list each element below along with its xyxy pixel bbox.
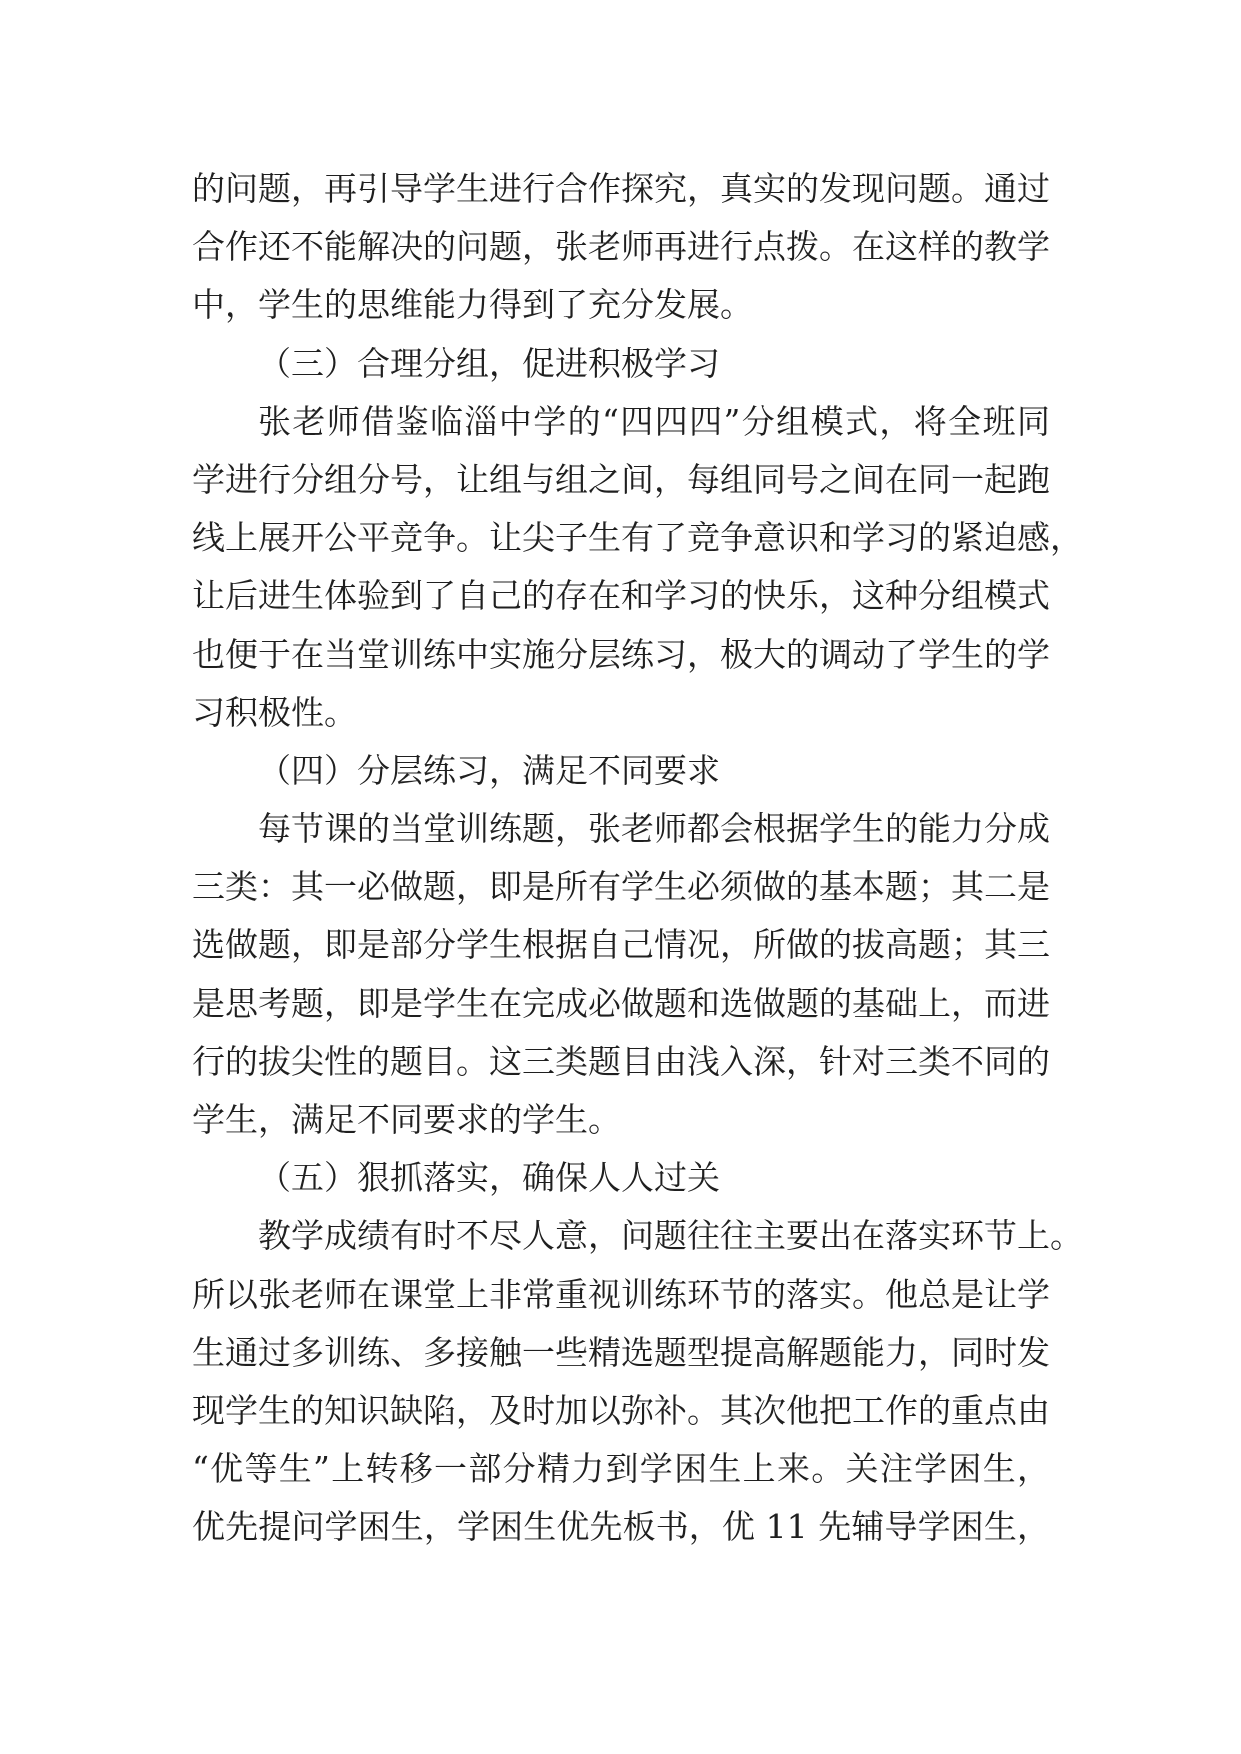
text-line: 现学生的知识缺陷，及时加以弥补。其次他把工作的重点由 bbox=[192, 1390, 1050, 1430]
paragraph-continuation bbox=[192, 160, 1050, 335]
text-line: 生通过多训练、多接触一些精选题型提高解题能力，同时发 bbox=[192, 1332, 1050, 1372]
text-line: 学生，满足不同要求的学生。 bbox=[192, 1100, 621, 1139]
text-line: 选做题，即是部分学生根据自己情况，所做的拔高题；其三 bbox=[192, 925, 1050, 965]
section-heading-4: （四）分层练习，满足不同要求 bbox=[258, 750, 720, 790]
section-heading-3: （三）合理分组，促进积极学习 bbox=[258, 343, 720, 383]
paragraph-grouping bbox=[192, 393, 1083, 742]
document-body bbox=[192, 160, 1083, 1557]
text-line: 习积极性。 bbox=[192, 692, 357, 732]
text-line: 线上展开公平竞争。让尖子生有了竞争意识和学习的紧迫感， bbox=[192, 518, 1083, 558]
text-line: 中，学生的思维能力得到了充分发展。 bbox=[192, 285, 753, 325]
text-line: 是思考题，即是学生在完成必做题和选做题的基础上，而进 bbox=[192, 983, 1050, 1023]
text-line: 也便于在当堂训练中实施分层练习，极大的调动了学生的学 bbox=[192, 634, 1050, 674]
text-line: 行的拔尖性的题目。这三类题目由浅入深，针对三类不同的 bbox=[192, 1041, 1050, 1081]
text-line: 张老师借鉴临淄中学的“四四四”分组模式，将全班同 bbox=[258, 401, 1050, 441]
text-line: “优等生”上转移一部分精力到学困生上来。关注学困生， bbox=[192, 1449, 1050, 1489]
paragraph-implementation bbox=[192, 1207, 1083, 1556]
text-line: 让后进生体验到了自己的存在和学习的快乐，这种分组模式 bbox=[192, 576, 1050, 616]
text-line: 所以张老师在课堂上非常重视训练环节的落实。他总是让学 bbox=[192, 1274, 1050, 1314]
text-line: 合作还不能解决的问题，张老师再进行点拨。在这样的教学 bbox=[192, 227, 1050, 267]
text-line: 每节课的当堂训练题，张老师都会根据学生的能力分成 bbox=[258, 809, 1050, 849]
text-line: 的问题，再引导学生进行合作探究，真实的发现问题。通过 bbox=[192, 169, 1050, 208]
text-line: 教学成绩有时不尽人意，问题往往主要出在落实环节上。 bbox=[258, 1216, 1083, 1256]
section-heading-5: （五）狠抓落实，确保人人过关 bbox=[258, 1158, 720, 1198]
text-line: 三类：其一必做题，即是所有学生必须做的基本题；其二是 bbox=[192, 867, 1050, 907]
text-line: 学进行分组分号，让组与组之间，每组同号之间在同一起跑 bbox=[192, 459, 1050, 499]
text-line: 优先提问学困生，学困生优先板书，优 11 先辅导学困生， bbox=[192, 1507, 1050, 1547]
paragraph-layered-practice bbox=[192, 800, 1050, 1149]
